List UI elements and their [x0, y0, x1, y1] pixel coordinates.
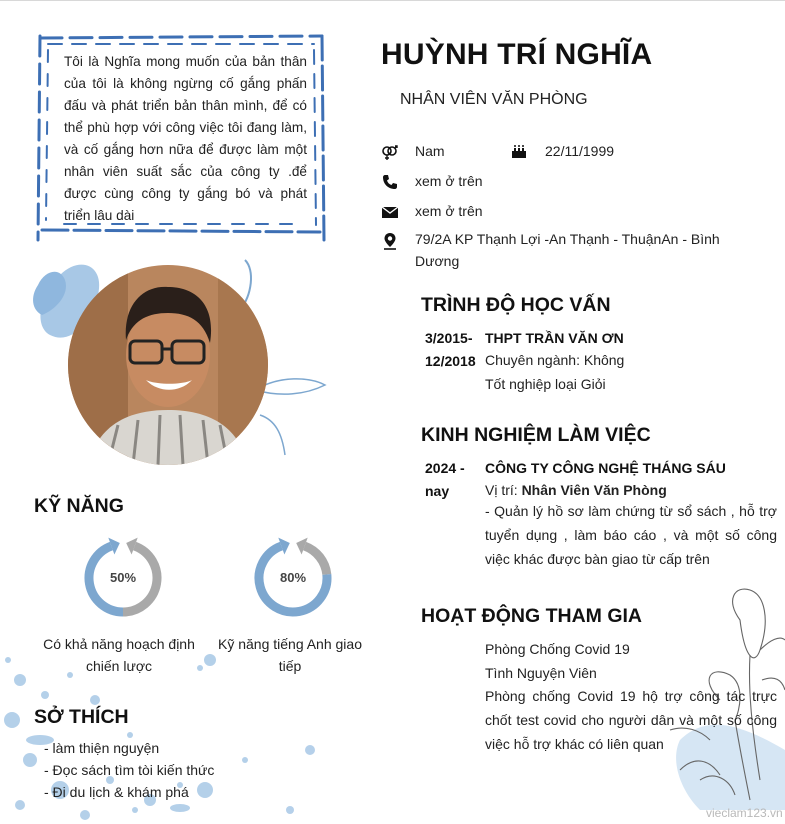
hobby-item-3: - Đi du lịch & khám phá	[44, 784, 189, 800]
profile-photo	[68, 265, 268, 465]
envelope-icon	[381, 203, 399, 221]
address-line-1: 79/2A KP Thạnh Lợi -An Thạnh - ThuậnAn - Bình	[415, 231, 720, 247]
education-period-end: 12/2018	[425, 353, 476, 369]
experience-title: KINH NGHIỆM LÀM VIỆC	[421, 424, 651, 446]
activity-description: Phòng chống Covid 19 hộ trợ công tác trực chốt test covid cho người dân và một số công việc hỗ trợ khác có liên quan	[485, 688, 777, 752]
hobby-item-2: - Đọc sách tìm tòi kiến thức	[44, 762, 215, 778]
skill-percent-1: 50%	[109, 570, 137, 585]
skill-label-2: Kỹ năng tiếng Anh giao tiếp	[217, 636, 362, 674]
job-title: NHÂN VIÊN VĂN PHÒNG	[400, 91, 588, 108]
address-line-2: Dương	[415, 253, 460, 269]
full-name: HUỲNH TRÍ NGHĨA	[381, 38, 653, 71]
experience-position-label: Vị trí:	[485, 482, 522, 498]
activity-item-2: Tình Nguyện Viên	[485, 665, 597, 681]
intro-paragraph: Tôi là Nghĩa mong muốn của bản thân của tôi là không ngừng cố gắng phấn đấu và phát triển bản thân mình, để có thể phù hợp với công việc tôi đang làm, và cố gắng hơn nữa để được làm một nhân viên suất sắc của công ty .để được cùng công ty gắng bó và phát triển lâu dài	[64, 54, 307, 223]
experience-company: CÔNG TY CÔNG NGHỆ THÁNG SÁU	[485, 460, 726, 476]
birthday-cake-icon	[510, 142, 528, 160]
education-school: THPT TRẦN VĂN ƠN	[485, 330, 624, 346]
education-period-start: 3/2015-	[425, 330, 473, 346]
birthday-value: 22/11/1999	[545, 143, 615, 159]
phone-value: xem ở trên	[415, 173, 483, 189]
activities-title: HOẠT ĐỘNG THAM GIA	[421, 605, 642, 627]
experience-description: - Quản lý hồ sơ làm chứng từ sổ sách , hỗ trợ tuyển dụng , làm báo cáo , và một số công việc khác được bàn giao từ cấp trên	[485, 503, 777, 567]
experience-position: Nhân Viên Văn Phòng	[521, 482, 667, 498]
education-result: Tốt nghiệp loại Giỏi	[485, 376, 606, 392]
location-pin-icon	[381, 232, 399, 250]
page-top-edge	[0, 0, 785, 1]
gender-icon	[380, 143, 398, 161]
hobbies-title: SỞ THÍCH	[34, 706, 129, 728]
hobby-item-1: - làm thiện nguyện	[44, 740, 160, 756]
skill-percent-2: 80%	[279, 570, 307, 585]
phone-icon	[381, 173, 399, 191]
skills-title: KỸ NĂNG	[34, 495, 124, 517]
gender-value: Nam	[415, 143, 445, 159]
experience-period-start: 2024 -	[425, 460, 465, 476]
email-value: xem ở trên	[415, 203, 483, 219]
experience-position-row	[485, 482, 667, 498]
education-major: Chuyên ngành: Không	[485, 352, 625, 368]
profile-photo-portrait	[68, 265, 268, 465]
experience-period-end: nay	[425, 483, 450, 499]
education-title: TRÌNH ĐỘ HỌC VẤN	[421, 294, 611, 316]
skill-label-1: Có khả năng hoạch định chiến lược	[43, 636, 195, 674]
experience-period	[425, 457, 487, 503]
watermark: vieclam123.vn	[706, 806, 783, 820]
activity-item-1: Phòng Chống Covid 19	[485, 641, 630, 657]
education-period	[425, 327, 487, 373]
